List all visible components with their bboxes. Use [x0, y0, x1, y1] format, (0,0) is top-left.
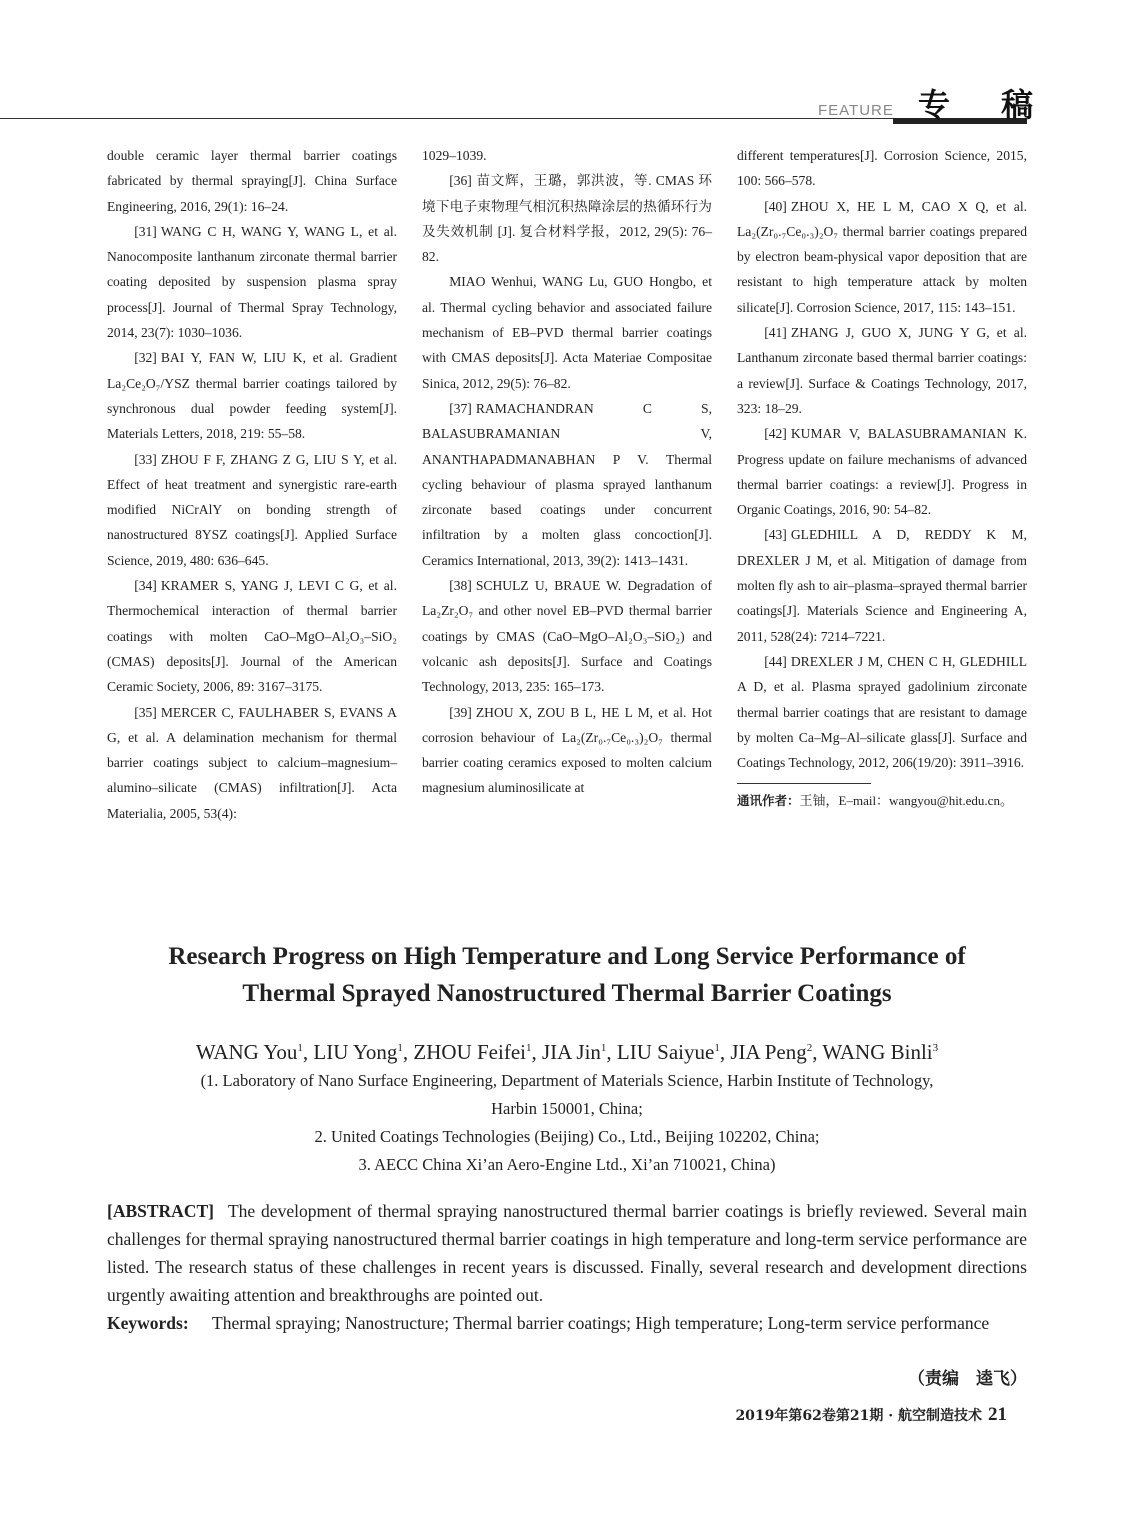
reference-column-1 — [107, 143, 397, 826]
reference-item: [36] 苗文辉，王璐，郭洪波，等. CMAS 环境下电子束物理气相沉积热障涂层的热循环行为及失效机制 [J]. 复合材料学报，2012, 29(5): 76–82. — [422, 173, 712, 265]
corresponding-author: 通讯作者：王铀，E–mail：wangyou@hit.edu.cn。 — [737, 793, 1013, 809]
keywords-label: Keywords: — [107, 1313, 189, 1333]
reference-continuation: different temperatures[J]. Corrosion Science, 2015, 100: 566–578. — [737, 148, 1027, 189]
reference-continuation: 1029–1039. — [422, 148, 487, 163]
section-title: 专 稿 — [918, 86, 1054, 124]
author: LIU Saiyue — [616, 1040, 715, 1064]
page-number: 21 — [988, 1404, 1007, 1425]
keywords — [107, 1309, 1027, 1337]
reference-item: [31] WANG C H, WANG Y, WANG L, et al. Nanocomposite lanthanum zirconate thermal barrier coating deposited by suspension plasma spray process[J]. Journal of Thermal Spray Technology, 2014, 23(7): 1030–1036. — [107, 223, 397, 341]
reference-item: [43] GLEDHILL A D, REDDY K M, DREXLER J M, et al. Mitigation of damage from molten fly ash to air–plasma–sprayed thermal barrier coatings[J]. Materials Science and Engineering A, 2011, 528(24): 7214–7221. — [737, 527, 1027, 644]
header-rule — [0, 118, 900, 119]
reference-column-2 — [422, 143, 712, 801]
reference-continuation: double ceramic layer thermal barrier coatings fabricated by thermal spraying[J]. China Surface Engineering, 2016, 29(1): 16–24. — [107, 148, 397, 214]
affiliations: (1. Laboratory of Nano Surface Engineering, Department of Materials Science, Harbin Institute of Technology, Harbin 150001, China; 2. United Coatings Technologies (Beijing) Co., Ltd., Beijing 102202, China; 3. AECC China Xi’an Aero-Engine Ltd., Xi’an 710021, China) — [200, 1071, 934, 1174]
reference-item: [32] BAI Y, FAN W, LIU K, et al. Gradient La₂Ce₂O₇/YSZ thermal barrier coatings tailored by synchronous dual powder feeding system[J]. Materials Letters, 2018, 219: 55–58. — [107, 350, 397, 442]
reference-item: [37] RAMACHANDRAN C S, BALASUBRAMANIAN V, ANANTHAPADMANABHAN P V. Thermal cycling behaviour of plasma sprayed lanthanum zirconate based coatings under concurrent infiltration by a molten glass concoction[J]. Ceramics International, 2013, 39(2): 1413–1431. — [422, 400, 712, 568]
abstract-label: [ABSTRACT] — [107, 1201, 214, 1221]
abstract — [107, 1197, 1027, 1309]
article-title: Research Progress on High Temperature and Long Service Performance of Thermal Sprayed Nanostructured Thermal Barrier Coatings — [168, 943, 966, 1007]
author: JIA Peng — [730, 1040, 807, 1064]
keywords-text: Thermal spraying; Nanostructure; Thermal barrier coatings; High temperature; Long-term service performance — [212, 1313, 990, 1333]
author: ZHOU Feifei — [413, 1040, 526, 1064]
journal-info: 2019年第62卷第21期 · 航空制造技术 — [735, 1408, 982, 1424]
reference-item: [42] KUMAR V, BALASUBRAMANIAN K. Progress update on failure mechanisms of advanced thermal barrier coatings: a review[J]. Progress in Organic Coatings, 2016, 90: 54–82. — [737, 426, 1027, 518]
reference-item: [35] MERCER C, FAULHABER S, EVANS A G, et al. A delamination mechanism for thermal barrier coatings subject to calcium–magnesium–alumino–silicate (CMAS) infiltration[J]. Acta Materialia, 2005, 53(4): — [107, 704, 397, 821]
author: LIU Yong — [313, 1040, 398, 1064]
reference-item: MIAO Wenhui, WANG Lu, GUO Hongbo, et al. Thermal cycling behavior and associated failure mechanism of EB–PVD thermal barrier coatings with CMAS deposits[J]. Acta Materiae Compositae Sinica, 2012, 29(5): 76–82. — [422, 274, 712, 391]
feature-label: FEATURE — [818, 102, 894, 119]
author: WANG Binli — [822, 1040, 933, 1064]
reference-item: [41] ZHANG J, GUO X, JUNG Y G, et al. Lanthanum zirconate based thermal barrier coatings: a review[J]. Surface & Coatings Technology, 2017, 323: 18–29. — [737, 325, 1027, 416]
reference-column-3 — [737, 143, 1027, 812]
editor-credit: （责编 逵飞） — [908, 1369, 1027, 1389]
abstract-text: The development of thermal spraying nanostructured thermal barrier coatings is briefly reviewed. Several main challenges for thermal spraying nanostructured thermal barrier coatings in high temperature and long-term service performance are listed. The research status of these challenges in recent years is discussed. Finally, several research and development directions urgently awaiting attention and breakthroughs are pointed out. — [107, 1201, 1027, 1305]
author: WANG You — [195, 1040, 298, 1064]
reference-item: [38] SCHULZ U, BRAUE W. Degradation of La₂Zr₂O₇ and other novel EB–PVD thermal barrier coatings by CMAS (CaO–MgO–Al₂O₃–SiO₂) and volcanic ash deposits[J]. Surface and Coatings Technology, 2013, 235: 165–173. — [422, 578, 712, 695]
author: JIA Jin — [541, 1040, 601, 1064]
reference-item: [39] ZHOU X, ZOU B L, HE L M, et al. Hot corrosion behaviour of La₂(Zr₀.₇Ce₀.₃)₂O₇ thermal barrier coating ceramics exposed to molten calcium magnesium aluminosilicate at — [422, 704, 712, 796]
reference-item: [33] ZHOU F F, ZHANG Z G, LIU S Y, et al. Effect of heat treatment and synergistic rare-earth modified NiCrAlY on bonding strength of nanostructured 8YSZ coatings[J]. Applied Surface Science, 2019, 480: 636–645. — [107, 451, 397, 568]
author-list: WANG You$^1$, LIU Yong$^1$, ZHOU Feifei$^1$, JIA Jin$^1$, LIU Saiyue$^1$, JIA Peng$^2$, WANG Binli$^3$ — [195, 1040, 939, 1064]
reference-item: [40] ZHOU X, HE L M, CAO X Q, et al. La₂(Zr₀.₇Ce₀.₃)₂O₇ thermal barrier coatings prepared by electron beam-physical vapor deposition that are resistant to high temperature attack by molten silicate[J]. Corrosion Science, 2017, 115: 143–151. — [737, 198, 1027, 315]
reference-item: [44] DREXLER J M, CHEN C H, GLEDHILL A D, et al. Plasma sprayed gadolinium zirconate thermal barrier coatings that are resistant to damage by molten Ca–Mg–Al–silicate glass[J]. Surface and Coatings Technology, 2012, 206(19/20): 3911–3916. — [737, 653, 1027, 771]
reference-item: [34] KRAMER S, YANG J, LEVI C G, et al. Thermochemical interaction of thermal barrier coatings with molten CaO–MgO–Al₂O₃–SiO₂ (CMAS) deposits[J]. Journal of the American Ceramic Society, 2006, 89: 3167–3175. — [107, 578, 397, 695]
contact-rule — [737, 783, 871, 784]
page-footer — [700, 1404, 1007, 1426]
